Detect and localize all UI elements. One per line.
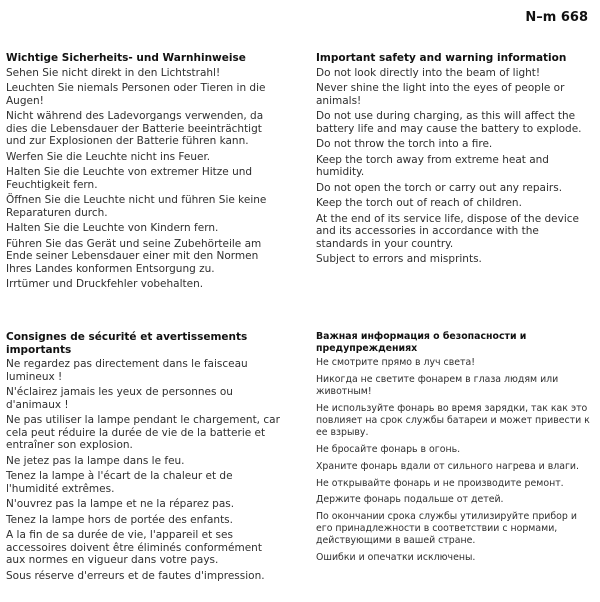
list-item: Sehen Sie nicht direkt in den Lichtstrahl!	[6, 66, 221, 79]
list-item: Храните фонарь вдали от сильного нагрева и влаги.	[316, 460, 579, 472]
list-item: Ne regardez pas directement dans le faisceau lumineux !	[6, 358, 248, 383]
section-title: Wichtige Sicherheits- und Warnhinweise	[6, 52, 246, 64]
list-item: По окончании срока службы утилизируйте прибор и его принадлежности в соответствии с нормами, действующими в вашей стране.	[316, 510, 577, 547]
list-item: N'éclairez jamais les yeux de personnes ou d'animaux !	[6, 386, 233, 411]
list-item: Keep the torch away from extreme heat and humidity.	[316, 153, 549, 178]
list-item: Не открывайте фонарь и не производите ремонт.	[316, 477, 564, 489]
list-item: Do not look directly into the beam of light!	[316, 66, 541, 79]
list-item: Не используйте фонарь во время зарядки, так как это повлияет на срок службы батареи и может привести к ее взрыву.	[316, 403, 590, 439]
list-item: Halten Sie die Leuchte von extremer Hitze und Feuchtigkeit fern.	[6, 166, 253, 191]
list-item: Leuchten Sie niemals Personen oder Tieren in die Augen!	[6, 82, 266, 107]
list-item: Не смотрите прямо в луч света!	[316, 357, 475, 369]
list-item: Sous réserve d'erreurs et de fautes d'impression.	[6, 569, 265, 582]
list-item: Nicht während des Ladevorgangs verwenden, da dies die Lebensdauer der Batterie beeinträchtigt und zur Explosionen der Batterie führen kann.	[6, 110, 264, 147]
section-russian	[316, 331, 594, 569]
list-item: Öffnen Sie die Leuchte nicht und führen Sie keine Reparaturen durch.	[6, 194, 267, 219]
list-item: Subject to errors and misprints.	[316, 253, 482, 265]
section-german	[6, 52, 284, 294]
list-item: Tenez la lampe à l'écart de la chaleur et de l'humidité extrêmes.	[6, 470, 233, 495]
list-item: Ne pas utiliser la lampe pendant le chargement, car cela peut réduire la durée de vie de la batterie et entraîner son explosion.	[6, 414, 280, 451]
list-item: N'ouvrez pas la lampe et ne la réparez pas.	[6, 498, 235, 510]
list-item: Ne jetez pas la lampe dans le feu.	[6, 454, 185, 467]
list-item: Führen Sie das Gerät und seine Zubehörteile am Ende seiner Lebensdauer einer mit den Normen Ihres Landes konformen Entsorgung zu.	[6, 237, 262, 275]
list-item: Halten Sie die Leuchte von Kindern fern.	[6, 222, 219, 234]
list-item: Держите фонарь подальше от детей.	[316, 494, 504, 506]
section-french	[6, 331, 284, 585]
list-item: Never shine the light into the eyes of people or animals!	[316, 82, 565, 107]
list-item: Werfen Sie die Leuchte nicht ins Feuer.	[6, 150, 211, 163]
list-item: Не бросайте фонарь в огонь.	[316, 444, 461, 456]
list-item: Никогда не светите фонарем в глаза людям или животным!	[316, 374, 559, 398]
list-item: Ошибки и опечатки исключены.	[316, 552, 476, 564]
section-title: Important safety and warning information	[316, 52, 567, 64]
list-item: Do not open the torch or carry out any repairs.	[316, 181, 563, 194]
list-item: Irrtümer und Druckfehler vobehalten.	[6, 278, 204, 290]
section-title: Consignes de sécurité et avertissements importants	[6, 331, 248, 356]
list-item: A la fin de sa durée de vie, l'appareil et ses accessoires doivent être éliminés conformément aux normes en vigueur dans votre pays.	[6, 529, 262, 566]
list-item: Keep the torch out of reach of children.	[316, 197, 522, 209]
section-english	[316, 52, 594, 269]
list-item: Tenez la lampe hors de portée des enfants.	[6, 513, 233, 526]
list-item: At the end of its service life, dispose of the device and its accessories in accordance with the standards in your country.	[316, 212, 579, 250]
list-item: Do not throw the torch into a fire.	[316, 138, 493, 150]
model-number: N–m 668	[525, 10, 588, 25]
section-title: Важная информация о безопасности и предупреждениях	[316, 331, 527, 355]
list-item: Do not use during charging, as this will affect the battery life and may cause the battery to explode.	[316, 110, 582, 135]
